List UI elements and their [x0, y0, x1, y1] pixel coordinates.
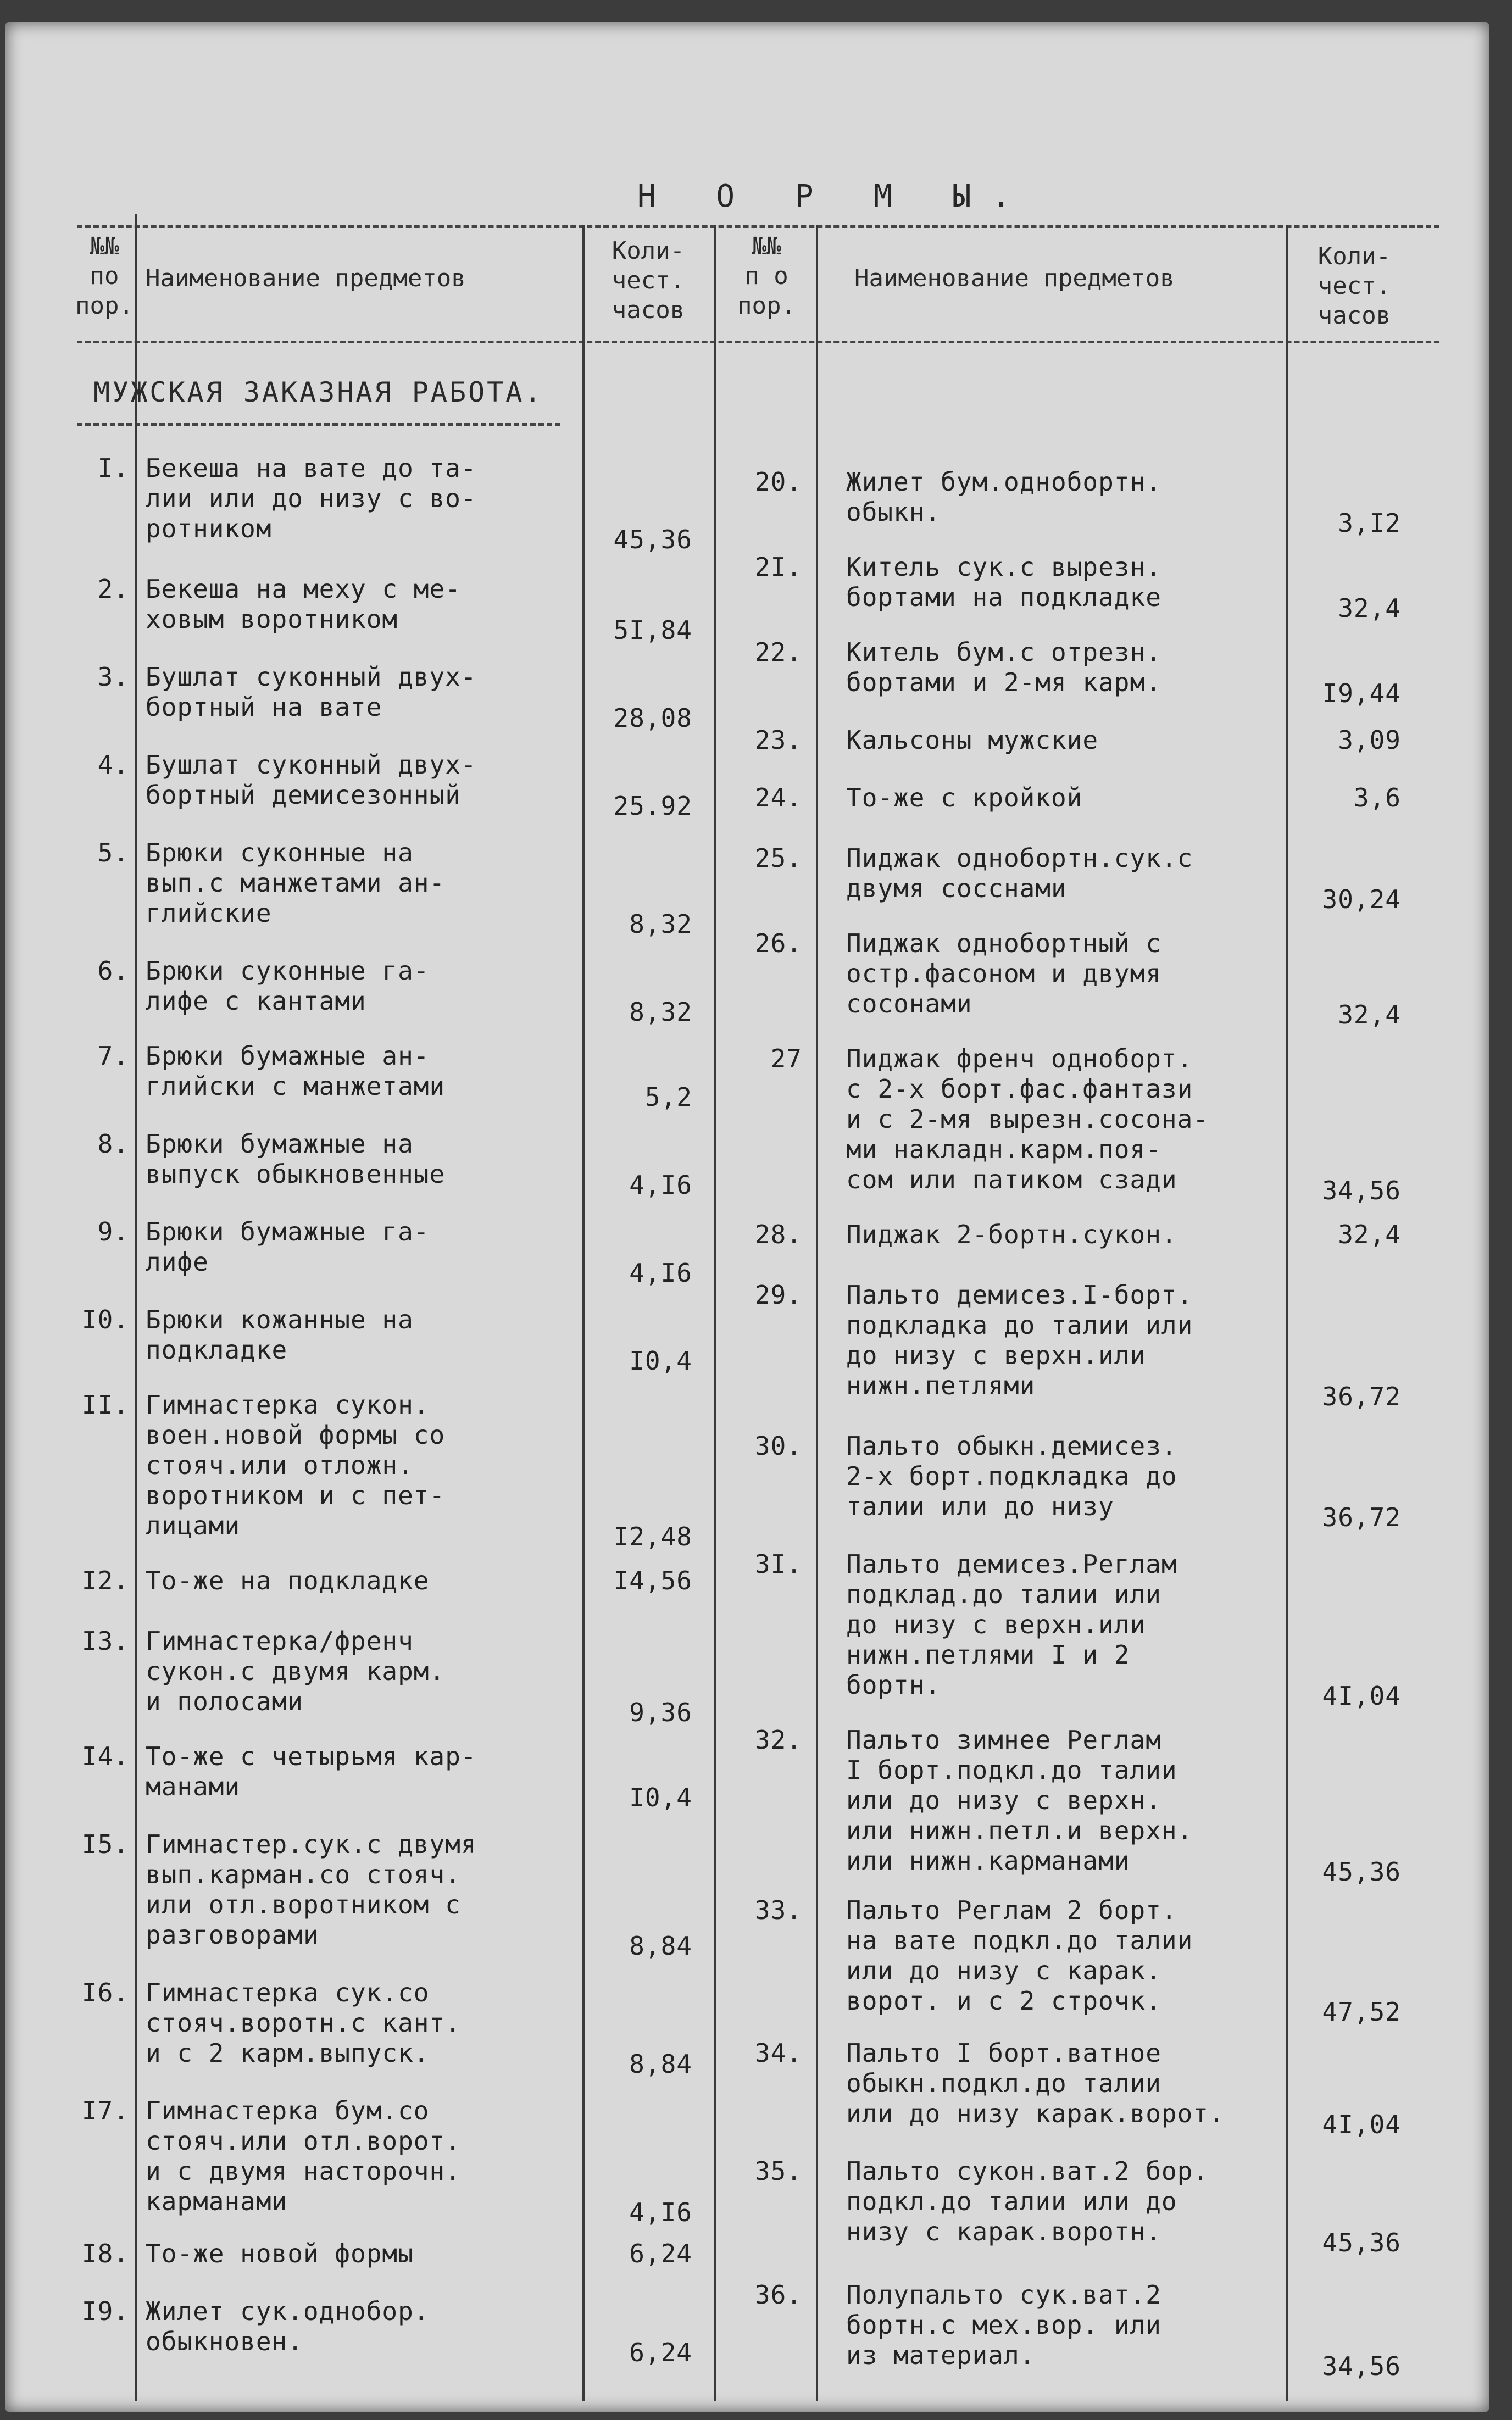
item-name: Жилет сук.однобор. обыкновен.: [146, 2296, 430, 2356]
item-number: 27: [770, 1044, 802, 1073]
item-name: Кальсоны мужские: [846, 725, 1099, 755]
item-name: Пиджак френч однoборт. с 2-х борт.фас.фантази и с 2-мя вырезн.сосона- ми накладн.карм.поя- сом или патиком сзади: [846, 1044, 1209, 1194]
item-hours: 25.92: [613, 791, 692, 821]
item-hours: 3,09: [1338, 725, 1401, 755]
item-name: Пальто I борт.ватное обыкн.подкл.до талии или до низу карак.ворот.: [846, 2038, 1225, 2128]
item-name: То-же с четырьмя кар- манами: [146, 1742, 477, 1801]
item-number: 8.: [97, 1129, 129, 1159]
item-hours: 5I,84: [613, 615, 692, 645]
document-title: Н О Р М Ы.: [637, 179, 1032, 214]
item-hours: 32,4: [1338, 1220, 1401, 1249]
item-name: То-же с кройкой: [846, 783, 1083, 813]
item-name: Пальто демисез.I-борт. подкладка до талии или до низу с верхн.или нижн.петлями: [846, 1280, 1193, 1400]
document-page: [5, 22, 1489, 2412]
item-hours: 4,I6: [629, 1170, 692, 1200]
item-name: Бекеша на меху с ме- ховым воротником: [146, 574, 461, 634]
item-hours: 9,36: [629, 1698, 692, 1727]
item-name: Брюки бумажные на выпуск обыкновенные: [146, 1129, 446, 1189]
item-name: Гимнастерка сукон. воен.новой формы со стояч.или отложн. воротником и с пет- лицами: [146, 1390, 446, 1540]
item-name: Китель бум.с отрезн. бортами и 2-мя карм.: [846, 637, 1161, 697]
item-name: Гимнастерка бум.со стояч.или отл.ворот. и с двумя насторочн. карманами: [146, 2096, 461, 2216]
item-name: Пальто обыкн.демисез. 2-х борт.подкладка до талии или до низу: [846, 1431, 1177, 1521]
item-hours: 4I,04: [1322, 1681, 1401, 1711]
header-number-right: №№ п о пор.: [737, 232, 796, 320]
item-number: 7.: [97, 1041, 129, 1071]
item-name: Китель сук.с вырезн. бортами на подкладке: [846, 552, 1161, 612]
item-number: 3.: [97, 662, 129, 692]
item-hours: 36,72: [1322, 1503, 1401, 1532]
item-name: Пальто зимнее Реглам I борт.подкл.до талии или до низу с верхн. или нижн.петл.и верхн. или нижн.карманами: [846, 1725, 1193, 1876]
item-name: Брюки суконные на вып.с манжетами ан- глийские: [146, 838, 446, 928]
header-name-left: Наименование предметов: [146, 264, 466, 292]
section-rule: [77, 423, 560, 426]
item-number: II.: [81, 1390, 129, 1420]
item-name: То-же новой формы: [146, 2239, 414, 2268]
item-hours: 34,56: [1322, 2351, 1401, 2381]
item-hours: 8,84: [629, 1931, 692, 1961]
item-number: 6.: [97, 956, 129, 986]
item-hours: 8,32: [629, 909, 692, 939]
item-name: Пальто Реглам 2 борт. на вате подкл.до талии или до низу с карак. ворот. и с 2 строчк.: [846, 1895, 1193, 2016]
item-number: 3I.: [754, 1549, 802, 1579]
item-name: Гимнастерка сук.со стояч.воротн.с кант. и с 2 карм.выпуск.: [146, 1978, 461, 2068]
item-number: 23.: [754, 725, 802, 755]
item-name: Бушлат суконный двух- бортный демисезонный: [146, 750, 477, 810]
item-number: I9.: [81, 2296, 129, 2326]
item-hours: 3,I2: [1338, 508, 1401, 538]
item-name: Бекеша на вате до та- лии или до низу с во- ротником: [146, 453, 477, 543]
item-hours: 5,2: [644, 1082, 692, 1112]
item-name: Полупальто сук.ват.2 бортн.с мех.вор. или из материал.: [846, 2280, 1161, 2370]
item-name: Гимнастерка/френч сукон.с двумя карм. и полосами: [146, 1626, 446, 1716]
item-name: То-же на подкладке: [146, 1566, 430, 1595]
item-number: 22.: [754, 637, 802, 667]
column-divider: [135, 214, 137, 2401]
item-name: Брюки суконные га- лифе с кантами: [146, 956, 430, 1016]
item-number: 35.: [754, 2156, 802, 2186]
item-number: 32.: [754, 1725, 802, 1755]
item-hours: 45,36: [613, 525, 692, 554]
item-name: Пальто демисез.Реглам подклад.до талии или до низу с верхн.или нижн.петлями I и 2 бортн.: [846, 1549, 1177, 1700]
item-name: Гимнастер.сук.с двумя вып.карман.со стояч. или отл.воротником с разговорами: [146, 1829, 477, 1950]
item-number: 2I.: [754, 552, 802, 582]
item-hours: 45,36: [1322, 2228, 1401, 2257]
column-divider: [1286, 225, 1288, 2401]
item-hours: 8,84: [629, 2049, 692, 2079]
header-number-left: №№ по пор.: [75, 232, 134, 320]
item-number: I6.: [81, 1978, 129, 2007]
item-name: Пальто сукон.ват.2 бор. подкл.до талии или до низу с карак.воротн.: [846, 2156, 1209, 2246]
item-name: Пиджак однобортный с остр.фасоном и двумя сосонами: [846, 928, 1161, 1019]
column-divider: [714, 225, 716, 2401]
header-hours-right: Коли- чест. часов: [1318, 242, 1391, 330]
item-hours: 34,56: [1322, 1176, 1401, 1205]
item-number: 9.: [97, 1217, 129, 1247]
item-name: Брюки бумажные га- лифе: [146, 1217, 430, 1277]
item-number: I2.: [81, 1566, 129, 1595]
header-bottom-rule: [77, 341, 1439, 343]
column-divider: [816, 225, 818, 2401]
header-name-right: Наименование предметов: [854, 264, 1175, 292]
item-hours: 32,4: [1338, 593, 1401, 623]
item-number: 36.: [754, 2280, 802, 2310]
item-number: I4.: [81, 1742, 129, 1771]
item-number: 34.: [754, 2038, 802, 2068]
item-number: 29.: [754, 1280, 802, 1310]
item-number: I5.: [81, 1829, 129, 1859]
item-number: 30.: [754, 1431, 802, 1461]
item-hours: 6,24: [629, 2239, 692, 2268]
item-number: 24.: [754, 783, 802, 813]
item-hours: 4,I6: [629, 2198, 692, 2227]
item-name: Пиджак 2-бортн.сукон.: [846, 1220, 1177, 1249]
item-number: I.: [97, 453, 129, 483]
item-hours: I0,4: [629, 1783, 692, 1812]
item-name: Бушлат суконный двух- бортный на вате: [146, 662, 477, 722]
item-number: 4.: [97, 750, 129, 780]
item-number: I8.: [81, 2239, 129, 2268]
item-number: 2.: [97, 574, 129, 604]
item-hours: 4I,04: [1322, 2110, 1401, 2139]
item-number: 28.: [754, 1220, 802, 1249]
item-name: Жилет бум.однобортн. обыкн.: [846, 467, 1161, 527]
header-hours-left: Коли- чест. часов: [612, 237, 685, 324]
item-hours: I2,48: [613, 1522, 692, 1551]
item-hours: 47,52: [1322, 1997, 1401, 2027]
header-top-rule: [77, 225, 1439, 228]
item-number: 5.: [97, 838, 129, 867]
item-number: 26.: [754, 928, 802, 958]
item-number: I0.: [81, 1305, 129, 1334]
item-number: I7.: [81, 2096, 129, 2126]
item-hours: 4,I6: [629, 1258, 692, 1288]
section-title: МУЖСКАЯ ЗАКАЗНАЯ РАБОТА.: [93, 376, 543, 408]
item-hours: 6,24: [629, 2338, 692, 2367]
item-hours: 3,6: [1353, 783, 1401, 813]
item-number: 33.: [754, 1895, 802, 1925]
item-number: I3.: [81, 1626, 129, 1656]
item-hours: 45,36: [1322, 1857, 1401, 1887]
item-name: Пиджак однобортн.сук.с двумя сосснами: [846, 843, 1193, 903]
item-hours: 8,32: [629, 997, 692, 1027]
item-number: 20.: [754, 467, 802, 497]
item-number: 25.: [754, 843, 802, 873]
item-hours: 28,08: [613, 703, 692, 733]
item-name: Брюки кожанные на подкладке: [146, 1305, 414, 1365]
item-hours: I0,4: [629, 1346, 692, 1376]
item-hours: I9,44: [1322, 678, 1401, 708]
item-name: Брюки бумажные ан- глийски с манжетами: [146, 1041, 446, 1101]
item-hours: I4,56: [613, 1566, 692, 1595]
item-hours: 36,72: [1322, 1382, 1401, 1411]
item-hours: 32,4: [1338, 1000, 1401, 1030]
item-hours: 30,24: [1322, 884, 1401, 914]
